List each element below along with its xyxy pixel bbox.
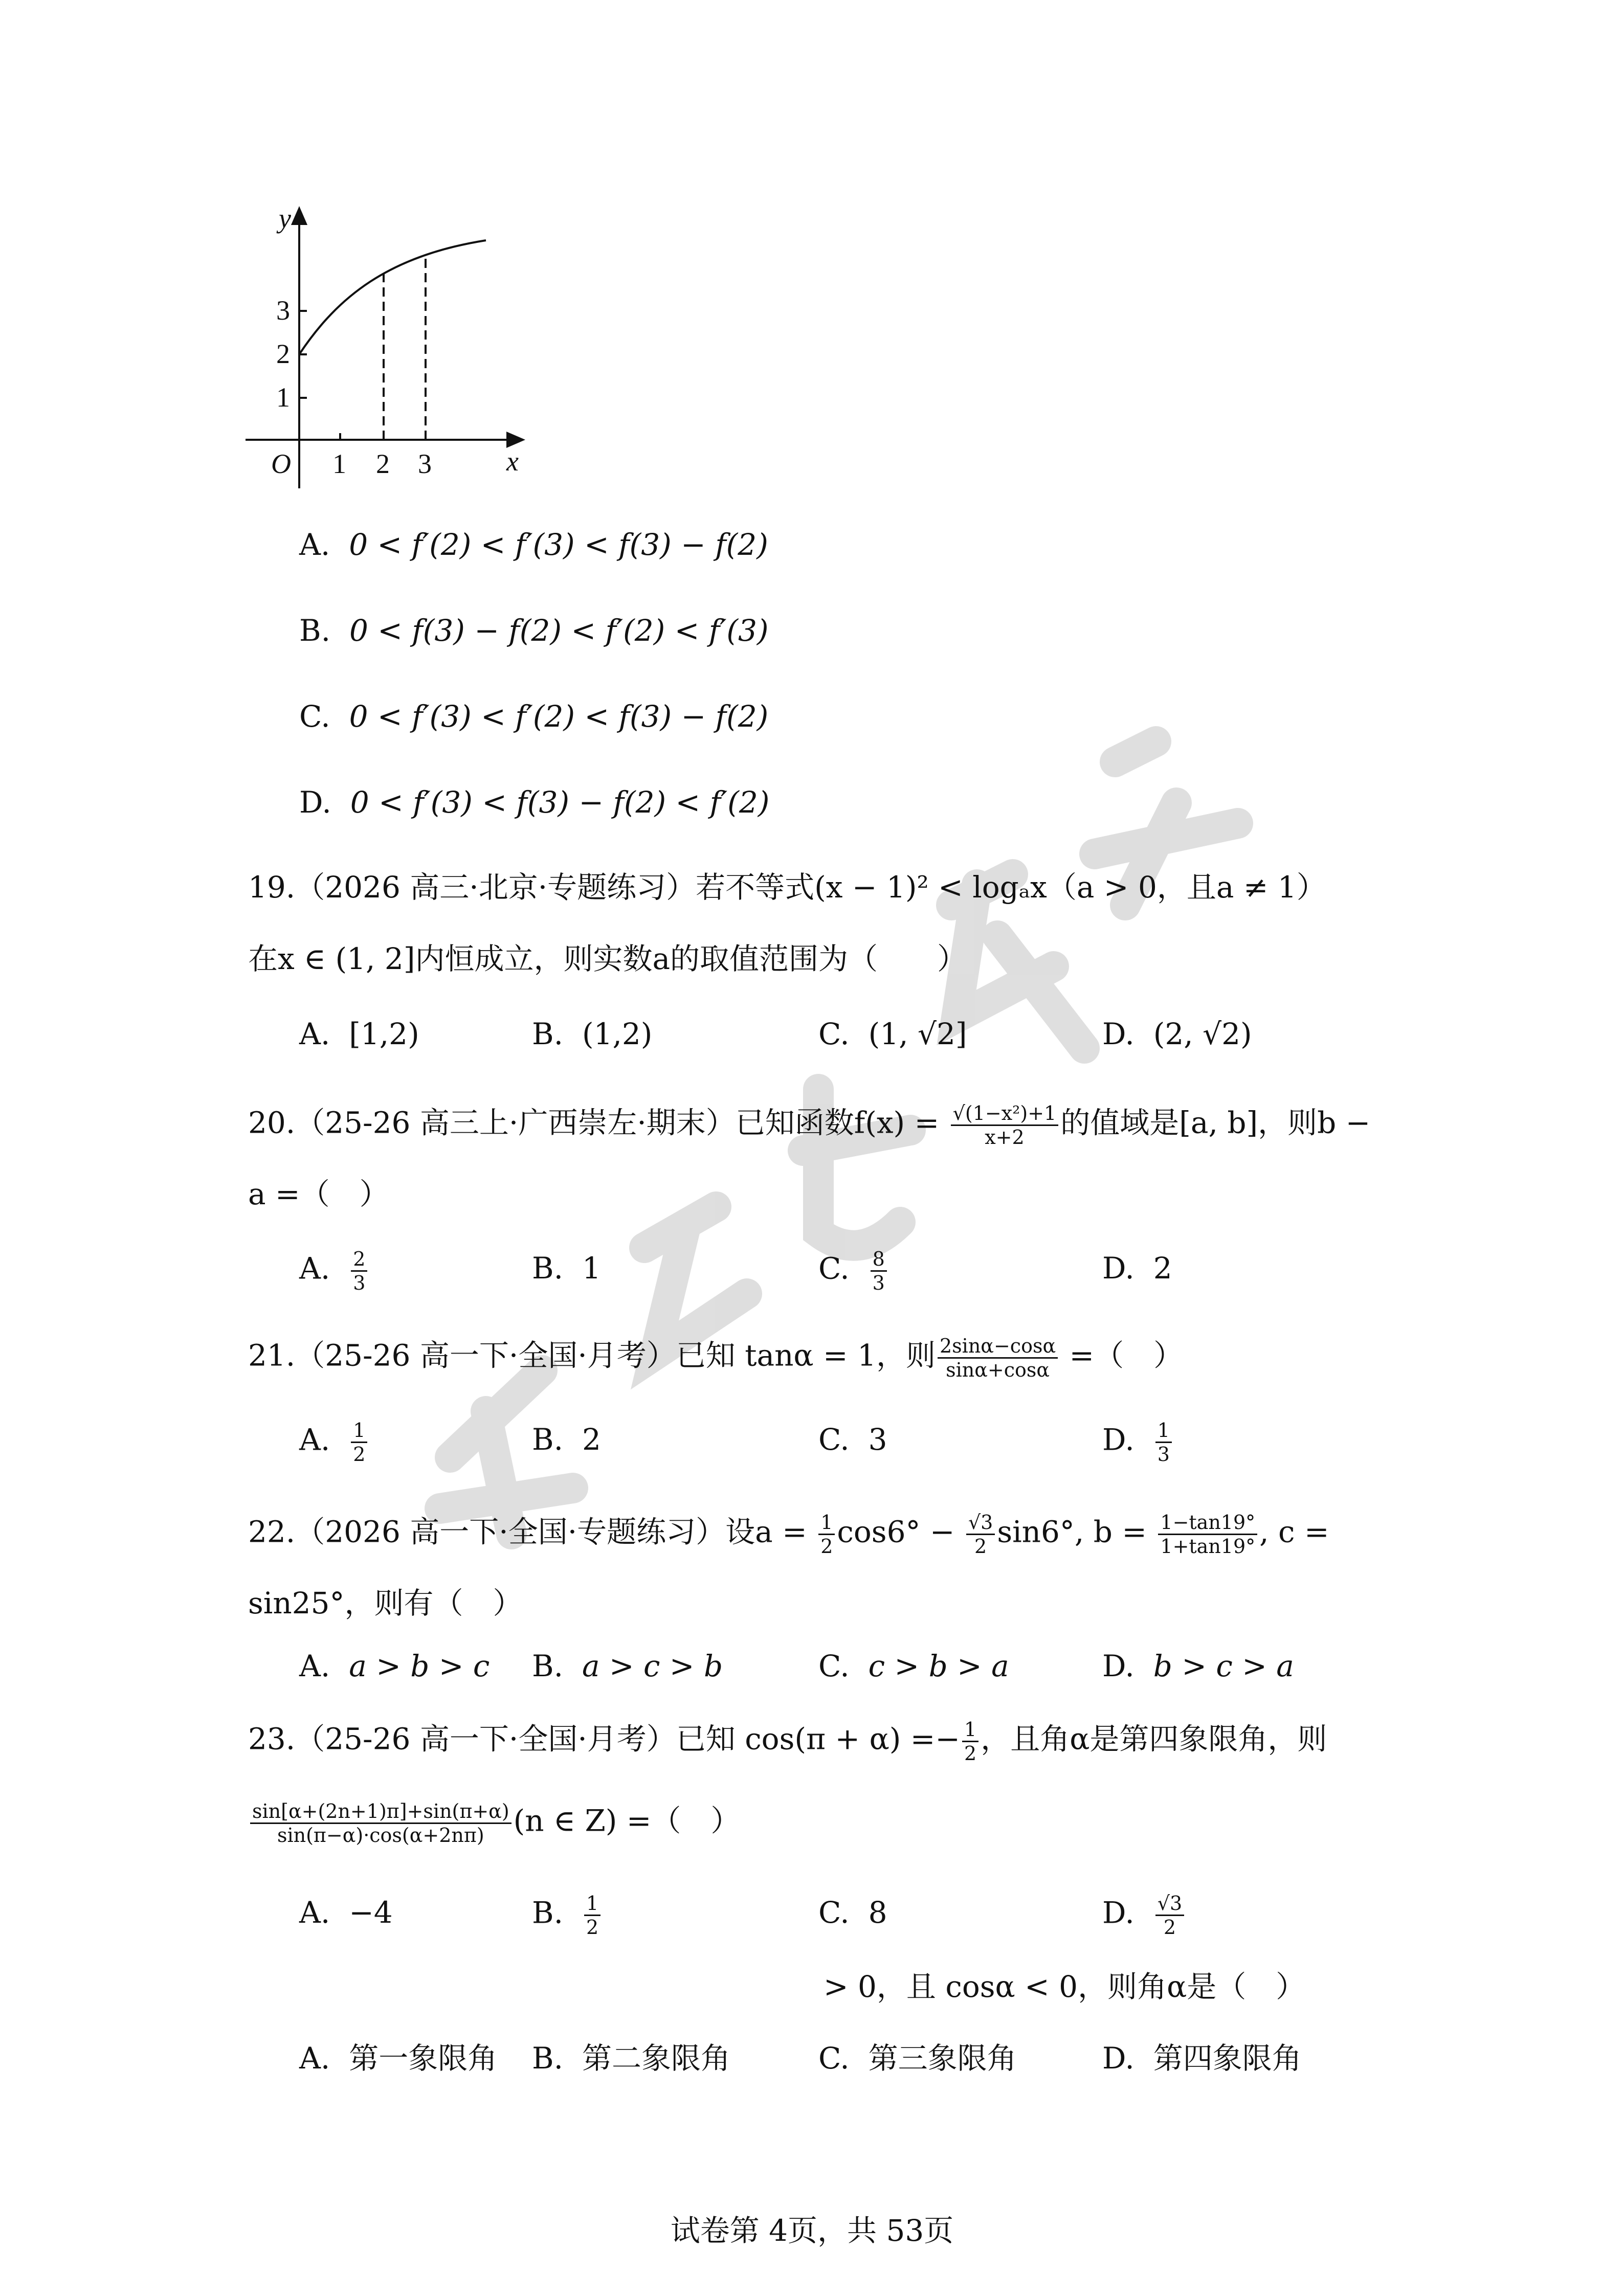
- q18-option-d: D. 0 < f′(3) < f(3) − f(2) < f′(2): [299, 785, 770, 820]
- q18-option-c: C. 0 < f′(3) < f′(2) < f(3) − f(2): [299, 699, 769, 734]
- q22-stem-line1: 22.（2026 高一下·全国·专题练习）设a = $\frac{1}{2}$ cos6° − $\frac{√3}{2}$ sin6°, b = $\frac{1-\tan 19^\circ}{1+\tan 19^\circ}$ , c =: [248, 1511, 1329, 1558]
- q19-option-b: B. (1,2): [532, 1017, 653, 1051]
- q22-option-c: C. c > b > a: [818, 1649, 1009, 1683]
- y-tick-2: 2: [276, 339, 290, 369]
- q23-option-a: A. −4: [299, 1895, 393, 1930]
- x-label: x: [506, 446, 519, 477]
- q19-option-a: A. [1,2): [299, 1017, 419, 1051]
- q23-stem-line2: $\frac{\sin[\alpha+(2n+1)\pi]+\sin(\pi+\alpha)}{\sin(\pi-\alpha)\cdot\cos(\alpha+2n\pi)}$ (n ∈ Z) =（ ）: [248, 1800, 740, 1847]
- x-tick-3: 3: [418, 448, 432, 479]
- q21-option-d: D. $\frac{1}{3}$: [1102, 1419, 1174, 1466]
- page-footer: 试卷第 4页，共 53页: [670, 2213, 954, 2248]
- q21-option-c: C. 3: [818, 1422, 887, 1457]
- watermark: [358, 690, 1279, 1611]
- q23-option-b: B. $\frac{1}{2}$: [532, 1892, 603, 1939]
- q19-option-c: C. (1, √2]: [818, 1017, 967, 1051]
- function-graph: [235, 205, 532, 491]
- q19-option-d: D. (2, √2): [1102, 1017, 1252, 1051]
- q20-option-d: D. 2: [1102, 1251, 1172, 1286]
- q20-stem-line1: 20.（25-26 高三上·广西崇左·期末）已知函数f(x) = $\frac{\text{√(1−x²)+1}}{x+2}$ 的值域是[a, b]，则b −: [248, 1102, 1371, 1149]
- q19-stem-line2: 在x ∈ (1, 2]内恒成立，则实数a的取值范围为（ ）: [248, 941, 967, 976]
- q23-option-c: C. 8: [818, 1895, 887, 1930]
- y-tick-1: 1: [276, 382, 290, 413]
- q24-option-a: A. 第一象限角: [299, 2041, 498, 2076]
- y-axis-arrow: [293, 209, 306, 224]
- q21-option-a: A. $\frac{1}{2}$: [299, 1419, 369, 1466]
- q20-option-b: B. 1: [532, 1251, 601, 1286]
- q24-stem-fragment: > 0，且 cosα < 0，则角α是（ ）: [824, 1969, 1306, 2004]
- y-label: y: [279, 205, 291, 234]
- q23-fraction: $\frac{\sin[\alpha+(2n+1)\pi]+\sin(\pi+\alpha)}{\sin(\pi-\alpha)\cdot\cos(\alpha+2n\pi)}$: [250, 1800, 511, 1847]
- q24-option-b: B. 第二象限角: [532, 2041, 730, 2076]
- q23-option-d: D. $\frac{√3}{2}$: [1102, 1892, 1186, 1939]
- q19-stem-line1: 19.（2026 高三·北京·专题练习）若不等式(x − 1)² < logₐx（a > 0，且a ≠ 1）: [248, 870, 1326, 905]
- q18-option-b: B. 0 < f(3) − f(2) < f′(2) < f′(3): [299, 613, 769, 648]
- function-curve: [299, 240, 486, 354]
- q21-stem: 21.（25-26 高一下·全国·月考）已知 tanα = 1，则 $\frac{2\sin\alpha-\cos\alpha}{\sin\alpha+\cos\alpha}$ =（ ）: [248, 1335, 1184, 1381]
- x-tick-1: 1: [332, 448, 346, 479]
- q18-option-a: A. 0 < f′(2) < f′(3) < f(3) − f(2): [299, 527, 768, 562]
- q22-option-a: A. a > b > c: [299, 1649, 490, 1683]
- q20-option-c: C. $\frac{8}{3}$: [818, 1248, 889, 1294]
- x-axis-arrow: [507, 433, 523, 446]
- q24-option-c: C. 第三象限角: [818, 2041, 1017, 2076]
- q22-option-b: B. a > c > b: [532, 1649, 723, 1683]
- q20-option-a: A. $\frac{2}{3}$: [299, 1248, 369, 1294]
- q21-fraction: $\frac{2\sin\alpha-\cos\alpha}{\sin\alpha+\cos\alpha}$: [938, 1335, 1058, 1381]
- q22-option-d: D. b > c > a: [1102, 1649, 1294, 1683]
- origin-label: O: [271, 448, 291, 479]
- y-tick-3: 3: [276, 295, 290, 326]
- q23-stem-line1: 23.（25-26 高一下·全国·月考）已知 cos(π + α) =− $\frac{1}{2}$ ，且角α是第四象限角，则: [248, 1718, 1327, 1765]
- q20-function-fraction: $\frac{\text{√(1−x²)+1}}{x+2}$: [951, 1102, 1059, 1149]
- q20-stem-line2: a =（ ）: [248, 1177, 389, 1211]
- q24-option-d: D. 第四象限角: [1102, 2041, 1302, 2076]
- x-tick-2: 2: [376, 448, 390, 479]
- q22-stem-line2: sin25°，则有（ ）: [248, 1586, 523, 1620]
- q21-option-b: B. 2: [532, 1422, 601, 1457]
